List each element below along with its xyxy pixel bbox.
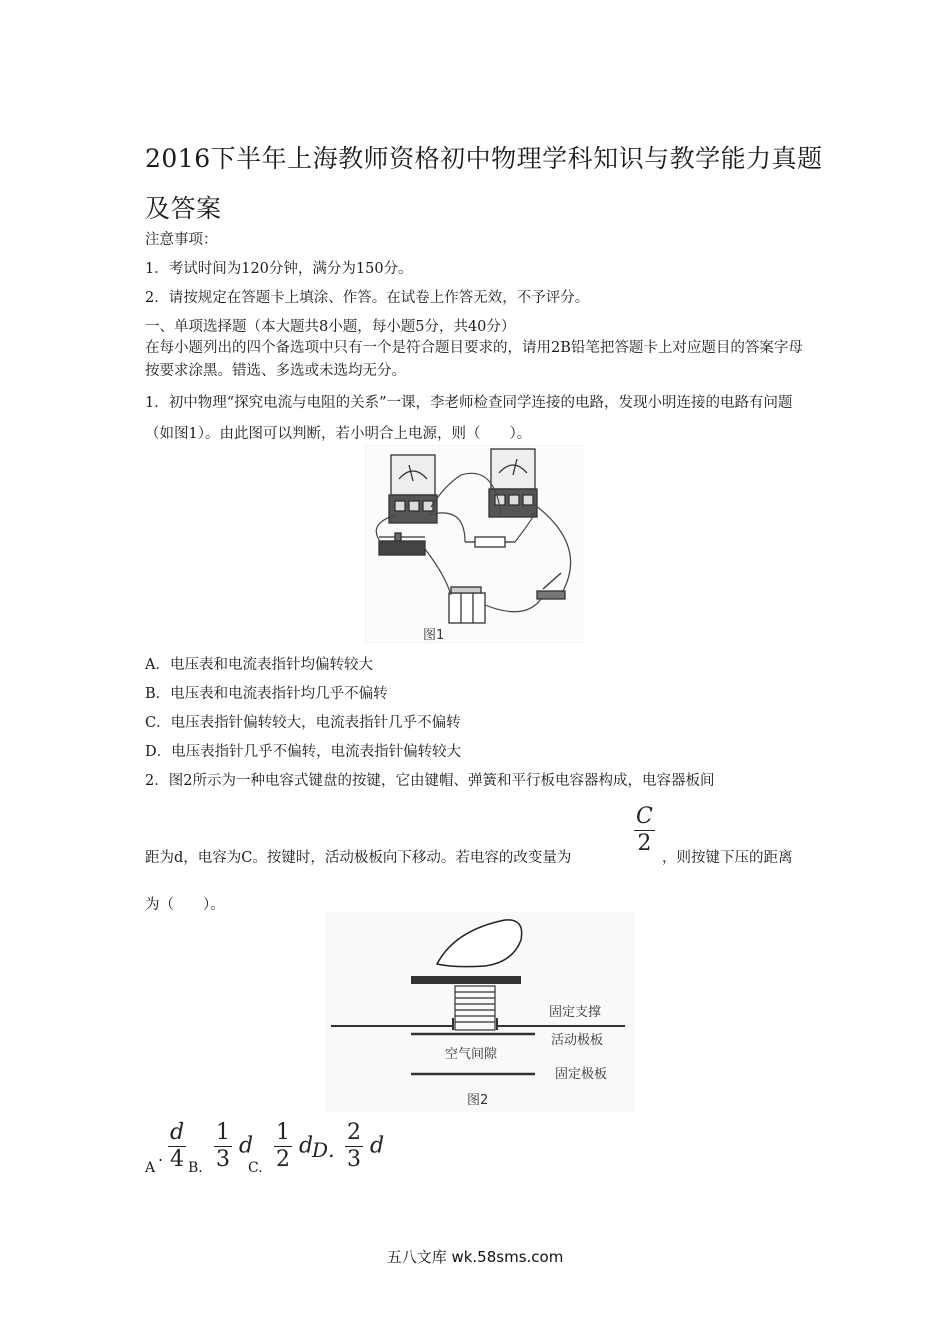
q2-stem-text-b: ，则按键下压的距离: [662, 850, 793, 866]
label-fixed-support: 固定支撑: [549, 1005, 602, 1020]
label-fixed-plate: 固定极板: [555, 1067, 608, 1082]
q2-stem-text-a: 距为d，电容为C。按键时，活动极板向下移动。若电容的改变量为: [145, 850, 572, 866]
b-num: 1: [216, 1120, 230, 1145]
question-1-stem: 1．初中物理“探究电流与电阻的关系”一课，李老师检查同学连接的电路，发现小明连接的电路有问题（如图1）。由此图可以判断，若小明合上电源，则（ ）。: [145, 395, 793, 442]
frac-den: 2: [637, 831, 652, 856]
q1-option-d: D．电压表指针几乎不偏转，电流表指针偏转较大: [145, 744, 462, 760]
d-num: 2: [347, 1120, 361, 1145]
q2-option-c-letter: C.: [248, 1160, 263, 1176]
figure-2-capacitive-key: [325, 912, 635, 1112]
q2-option-a-fraction: [168, 1122, 186, 1171]
document-title: 2016下半年上海教师资格初中物理学科知识与教学能力真题及答案: [145, 144, 823, 223]
b-var: d: [239, 1133, 254, 1159]
q1-option-a: A．电压表和电流表指针均偏转较大: [145, 657, 373, 673]
d-var: d: [370, 1133, 385, 1159]
c-num: 1: [276, 1120, 290, 1145]
section-heading: 一、单项选择题（本大题共8小题，每小题5分，共40分）: [145, 319, 516, 335]
figure-1-caption: 图1: [423, 628, 445, 643]
label-moving-plate: 活动极板: [551, 1033, 604, 1048]
dot: .: [158, 1146, 164, 1165]
figure-2-caption: 图2: [467, 1093, 489, 1108]
q1-option-b: B．电压表和电流表指针均几乎不偏转: [145, 686, 388, 702]
q2-option-d-letter: D．: [312, 1138, 349, 1162]
q2-option-b-letter: B.: [188, 1160, 203, 1176]
figure-1-circuit: [365, 445, 583, 643]
question-2-stem-line3: 为（ ）。: [145, 897, 225, 913]
fraction-c-over-2: [634, 806, 655, 855]
key-cap: [411, 976, 521, 984]
notice-item-1: 1．考试时间为120分钟，满分为150分。: [145, 261, 413, 277]
notice-heading: 注意事项：: [145, 232, 218, 248]
frac-num: C: [636, 804, 653, 829]
ammeter: [489, 449, 537, 517]
b-den: 3: [216, 1147, 230, 1172]
a-num: d: [170, 1120, 185, 1145]
q2-option-a-letter: A: [145, 1160, 156, 1176]
c-var: d: [299, 1133, 314, 1159]
label-air-gap: 空气间隙: [445, 1047, 498, 1062]
notice-item-2: 2．请按规定在答题卡上填涂、作答。在试卷上作答无效，不予评分。: [145, 290, 590, 306]
q2-option-c-fraction: [274, 1122, 313, 1171]
a-den: 4: [170, 1147, 185, 1172]
section-instruction: 在每小题列出的四个备选项中只有一个是符合题目要求的，请用2B铅笔把答题卡上对应题目的答案字母按要求涂黑。错选、多选或未选均无分。: [145, 340, 803, 379]
question-2-stem-line1: 2．图2所示为一种电容式键盘的按键，它由键帽、弹簧和平行板电容器构成，电容器板间: [145, 773, 715, 789]
q2-option-d-fraction: [345, 1122, 384, 1171]
d-den: 3: [347, 1147, 361, 1172]
q1-option-c: C．电压表指针偏转较大，电流表指针几乎不偏转: [145, 715, 461, 731]
battery: [449, 587, 485, 623]
footer-watermark: 五八文库 wk.58sms.com: [386, 1248, 564, 1266]
voltmeter: [389, 455, 437, 523]
question-2-stem-line2: [145, 846, 571, 867]
c-den: 2: [276, 1147, 290, 1172]
